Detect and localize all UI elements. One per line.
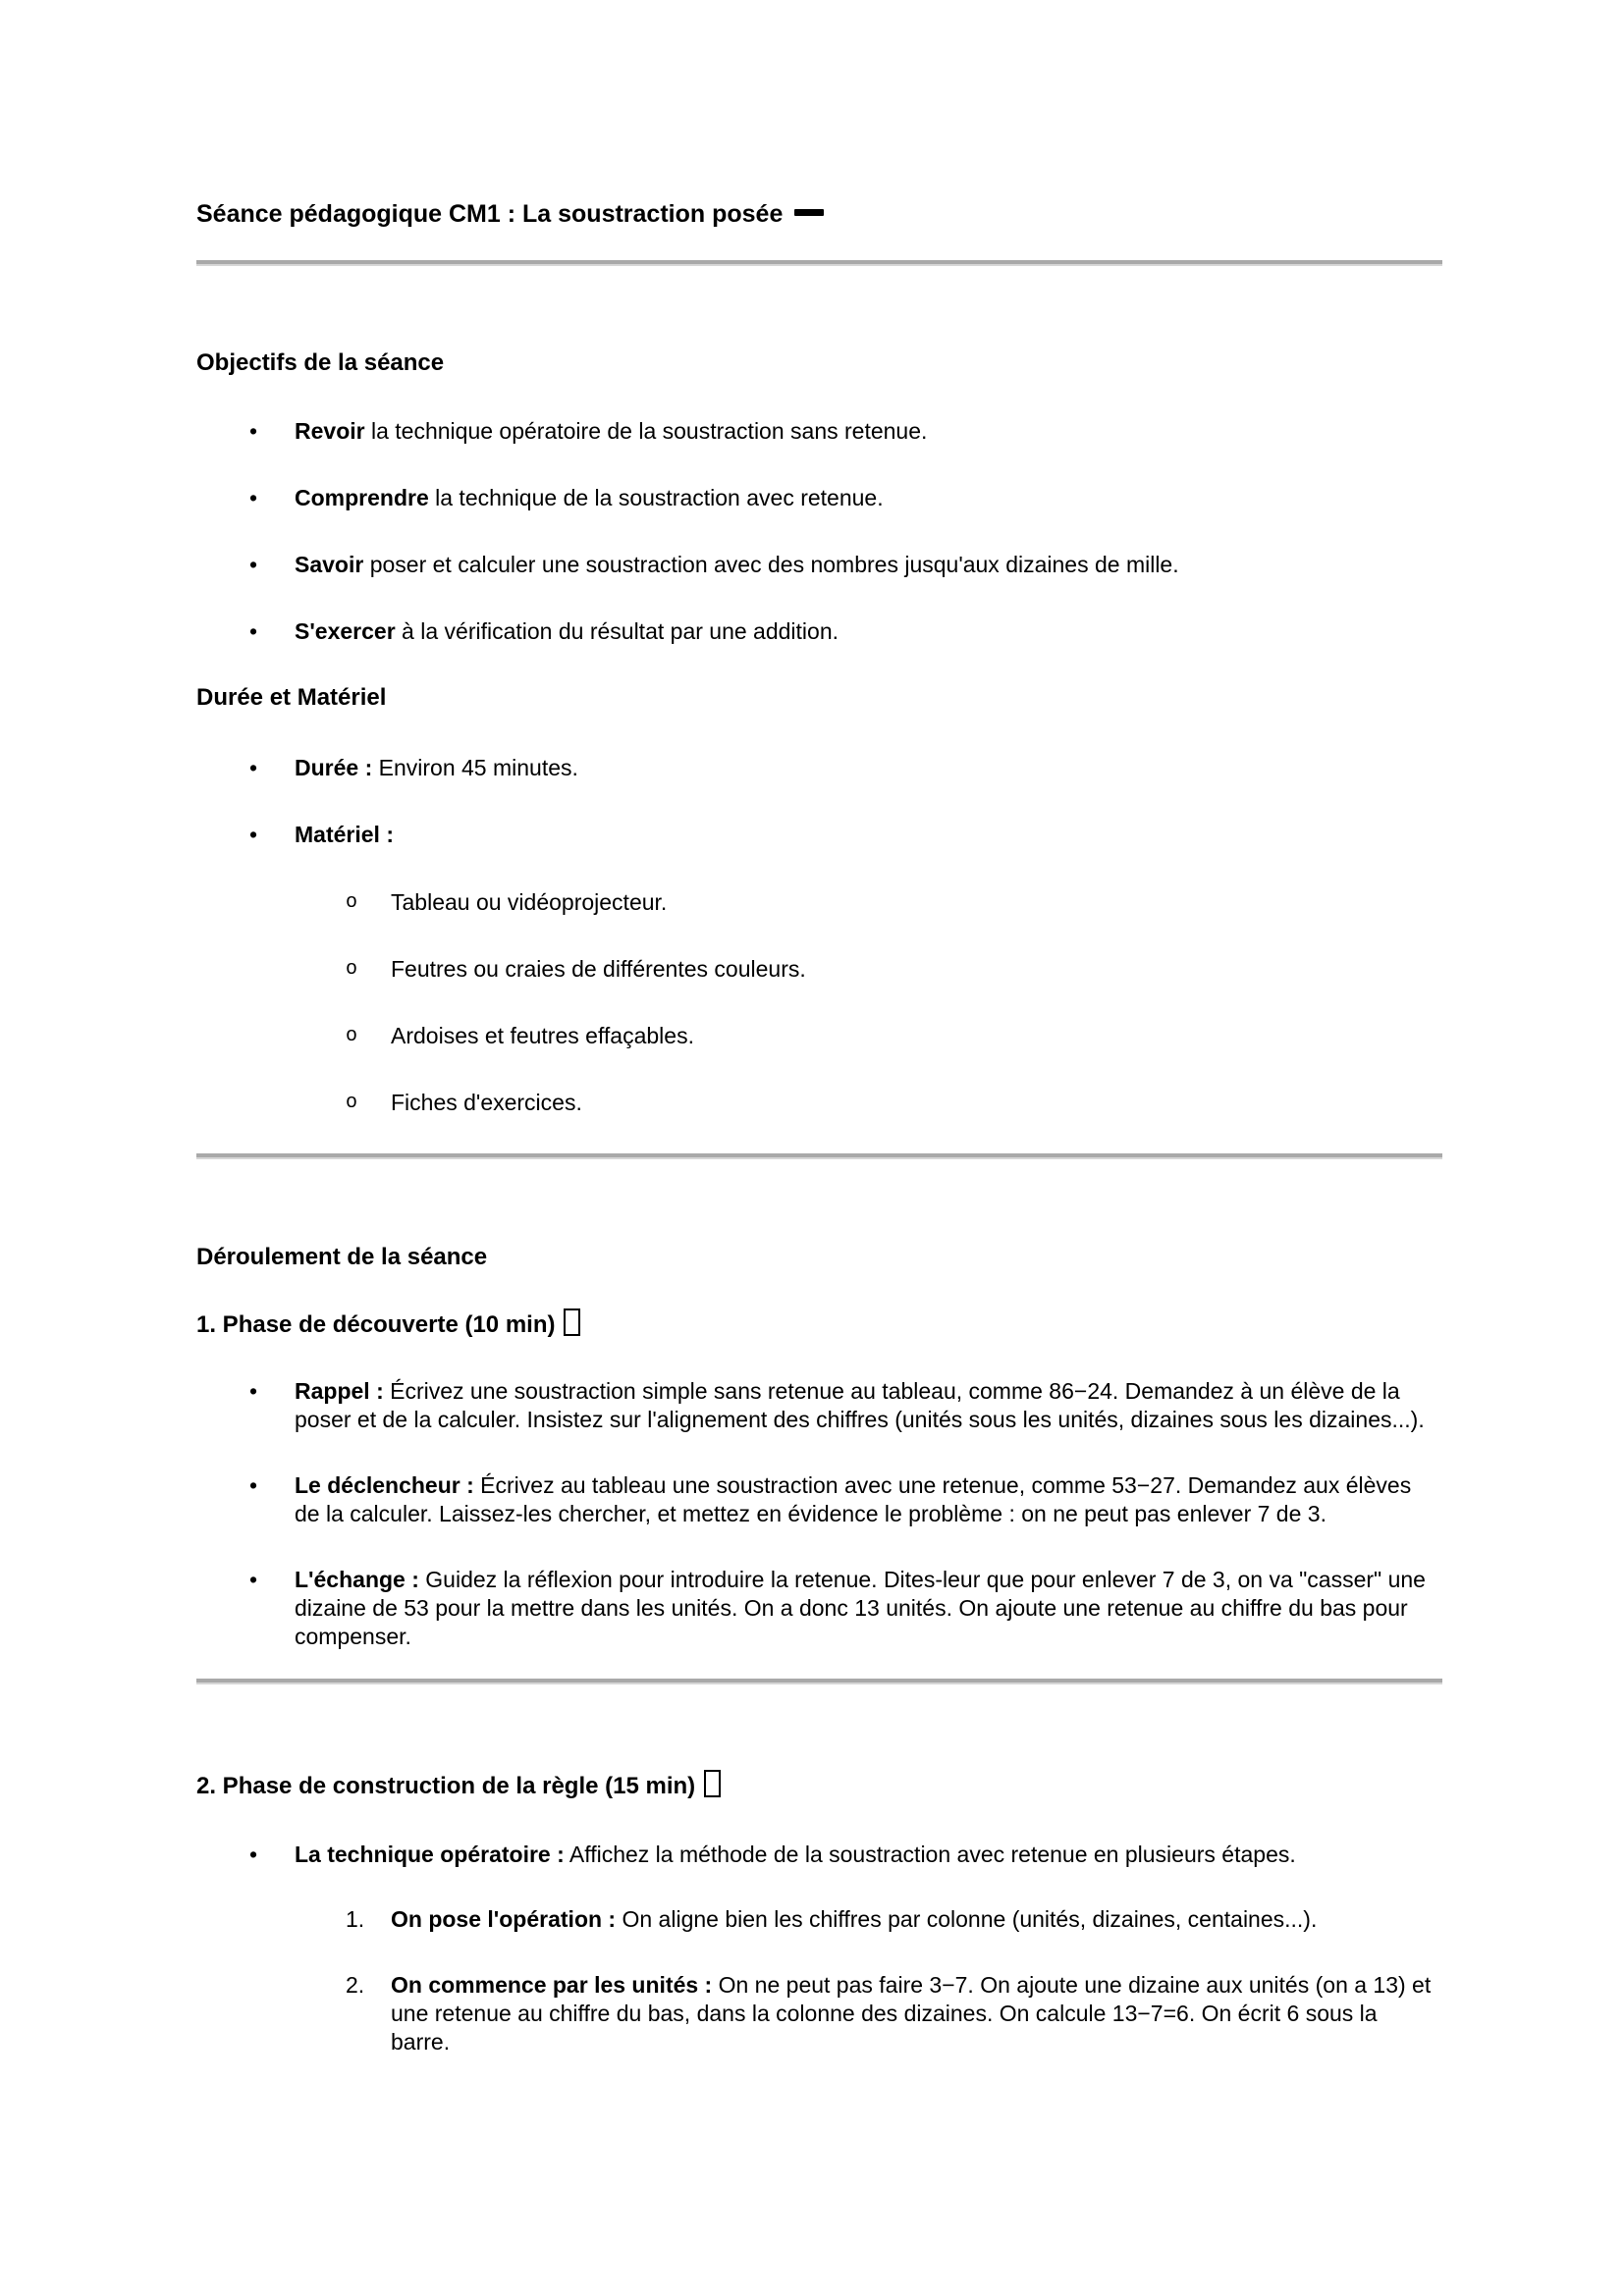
numbered-item [196, 1905, 1442, 1934]
item-rest: à la vérification du résultat par une addition. [395, 618, 839, 644]
number-marker: 1. [346, 1906, 365, 1932]
heading-deroulement: Déroulement de la séance [196, 1244, 488, 1270]
bullet-icon: • [249, 618, 258, 644]
bullet-icon: • [249, 755, 258, 780]
circle-bullet-icon: o [346, 1025, 358, 1047]
circle-bullet-icon: o [346, 958, 358, 981]
numbered-item-text [391, 1971, 1442, 2056]
item-rest: Écrivez au tableau une soustraction avec une retenue, comme 53−27. Demandez aux élèves de la calculer. Laissez-les chercher, et mettez en évidence le problème : on ne peut pas enlever 7 de 3. [295, 1472, 1412, 1526]
sublist-item [196, 888, 1442, 917]
sublist-item-text: Feutres ou craies de différentes couleurs. [391, 956, 806, 982]
item-rest: On aligne bien les chiffres par colonne (unités, dizaines, centaines...). [616, 1906, 1318, 1932]
item-lead: Savoir [295, 552, 364, 577]
sublist-item [196, 1089, 1442, 1117]
item-lead: La technique opératoire : [295, 1842, 565, 1867]
list-item-text [295, 821, 1442, 849]
list-item [196, 1377, 1442, 1434]
heading-duree-materiel: Durée et Matériel [196, 684, 387, 711]
item-lead: S'exercer [295, 618, 396, 644]
list-item [196, 617, 1442, 646]
numbered-item-text [391, 1905, 1442, 1934]
number-marker: 2. [346, 1972, 365, 1998]
materiel-sublist [196, 888, 1442, 1117]
list-item-text [295, 551, 1442, 579]
list-item-text [295, 617, 1442, 646]
list-item [196, 1471, 1442, 1528]
missing-glyph-icon [704, 1770, 721, 1797]
item-lead: Le déclencheur : [295, 1472, 474, 1498]
list-item [196, 1841, 1442, 1869]
item-lead: Comprendre [295, 485, 429, 510]
list-item [196, 417, 1442, 446]
list-item-text [295, 484, 1442, 512]
bullet-icon: • [249, 1472, 258, 1498]
missing-glyph-icon [564, 1308, 580, 1336]
sublist-item-text: Fiches d'exercices. [391, 1090, 582, 1115]
section-divider [196, 260, 1442, 266]
heading-phase1-text: 1. Phase de découverte (10 min) [196, 1311, 556, 1338]
sublist-item [196, 1022, 1442, 1050]
item-rest: la technique de la soustraction avec retenue. [428, 485, 884, 510]
item-lead: Durée : [295, 755, 373, 780]
circle-bullet-icon: o [346, 891, 358, 914]
bullet-icon: • [249, 485, 258, 510]
circle-bullet-icon: o [346, 1092, 358, 1114]
item-lead: On commence par les unités : [391, 1972, 713, 1998]
document-title-text: Séance pédagogique CM1 : La soustraction posée [196, 200, 784, 228]
item-rest: Affichez la méthode de la soustraction avec retenue en plusieurs étapes. [564, 1842, 1296, 1867]
list-item-text [295, 1377, 1442, 1434]
list-item [196, 551, 1442, 579]
list-item-text [295, 1566, 1442, 1651]
bullet-icon: • [249, 418, 258, 444]
list-item-text [295, 1841, 1442, 1869]
document-title [196, 199, 1442, 229]
bullet-icon: • [249, 1567, 258, 1592]
phase1-list [196, 1377, 1442, 1651]
heading-objectifs: Objectifs de la séance [196, 349, 445, 376]
list-item [196, 754, 1442, 782]
duree-materiel-list [196, 754, 1442, 849]
item-rest: Écrivez une soustraction simple sans retenue au tableau, comme 86−24. Demandez à un élève de la poser et de la calculer. Insistez sur l'alignement des chiffres (unités sous les unités, dizaines sous les dizaines...). [295, 1378, 1425, 1432]
item-lead: Revoir [295, 418, 365, 444]
list-item [196, 484, 1442, 512]
bullet-icon: • [249, 1842, 258, 1867]
item-rest: Guidez la réflexion pour introduire la retenue. Dites-leur que pour enlever 7 de 3, on va "casser" une dizaine de 53 pour la mettre dans les unités. On a donc 13 unités. On ajoute une retenue au chiffre du bas pour compenser. [295, 1567, 1426, 1649]
list-item [196, 1566, 1442, 1651]
list-item-text [295, 417, 1442, 446]
list-item-text [295, 754, 1442, 782]
heavy-minus-icon [794, 209, 824, 216]
phase2-list [196, 1841, 1442, 1869]
heading-phase2 [196, 1770, 1442, 1800]
item-lead: On pose l'opération : [391, 1906, 617, 1932]
item-rest: poser et calculer une soustraction avec des nombres jusqu'aux dizaines de mille. [363, 552, 1179, 577]
section-divider [196, 1679, 1442, 1684]
objectifs-list [196, 417, 1442, 646]
numbered-item [196, 1971, 1442, 2056]
bullet-icon: • [249, 822, 258, 847]
list-item [196, 821, 1442, 849]
item-lead: Rappel : [295, 1378, 384, 1404]
sublist-item [196, 955, 1442, 984]
sublist-item-text: Ardoises et feutres effaçables. [391, 1023, 694, 1048]
item-lead: Matériel : [295, 822, 394, 847]
item-rest: On ne peut pas faire 3−7. On ajoute une dizaine aux unités (on a 13) et une retenue au chiffre du bas, dans la colonne des dizaines. On calcule 13−7=6. On écrit 6 sous la barre. [391, 1972, 1432, 2055]
phase2-steps-list [196, 1905, 1442, 2056]
item-lead: L'échange : [295, 1567, 419, 1592]
list-item-text [295, 1471, 1442, 1528]
item-rest: la technique opératoire de la soustraction sans retenue. [364, 418, 928, 444]
heading-phase2-text: 2. Phase de construction de la règle (15 min) [196, 1773, 696, 1799]
heading-phase1 [196, 1308, 1442, 1339]
sublist-item-text: Tableau ou vidéoprojecteur. [391, 889, 668, 915]
bullet-icon: • [249, 552, 258, 577]
bullet-icon: • [249, 1378, 258, 1404]
item-rest: Environ 45 minutes. [372, 755, 578, 780]
section-divider [196, 1153, 1442, 1159]
